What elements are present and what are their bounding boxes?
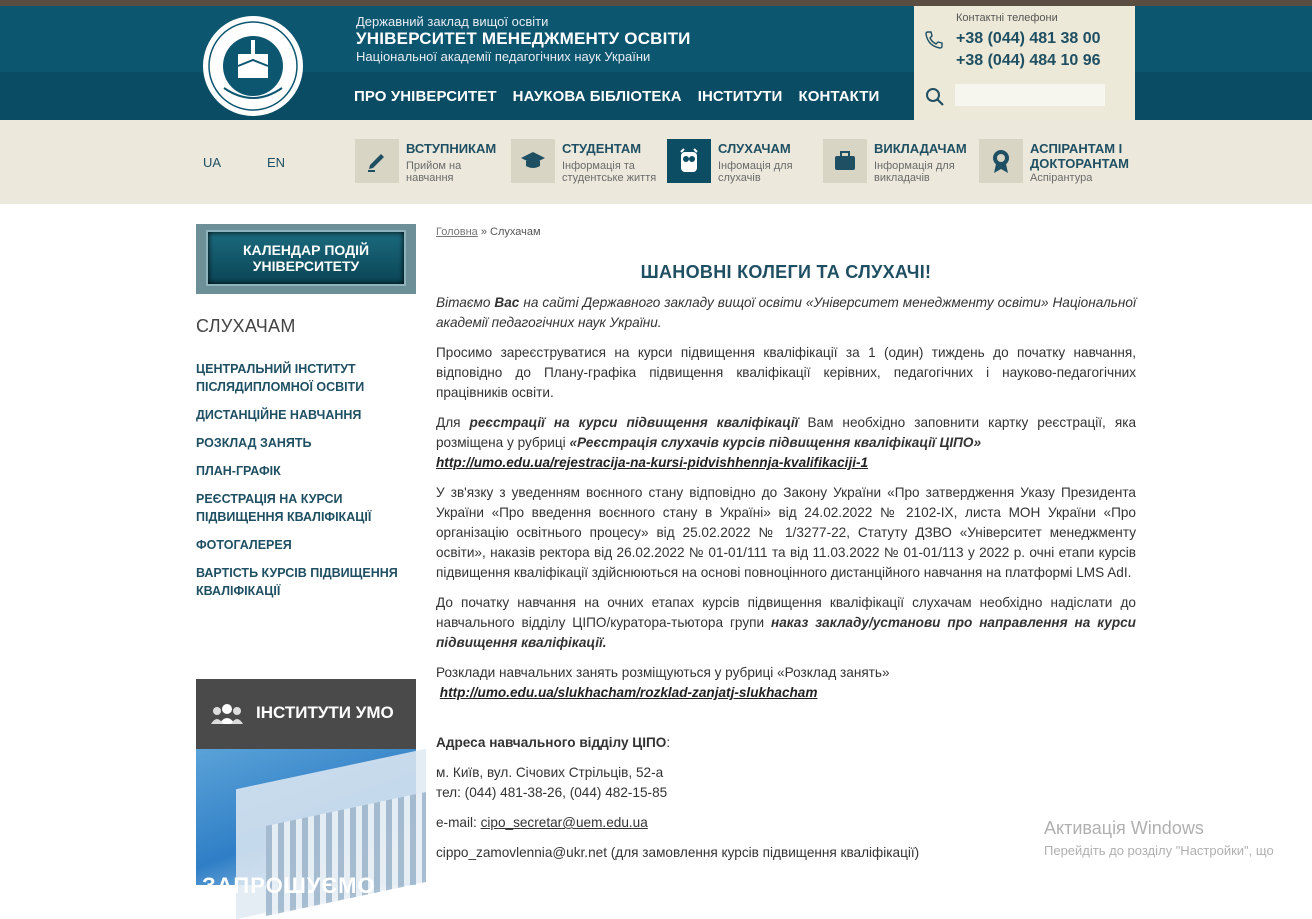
briefcase-icon <box>823 139 867 183</box>
sidebar-title: СЛУХАЧАМ <box>196 316 296 336</box>
contacts-label: Контактні телефони <box>956 12 1058 24</box>
top-nav <box>354 88 879 105</box>
sidebar-item-cipo[interactable]: ЦЕНТРАЛЬНИЙ ІНСТИТУТ ПІСЛЯДИПЛОМНОЇ ОСВІТИ <box>196 362 365 394</box>
text-bold-italic: «Реєстрація слухачів курсів підвищення кваліфікації ЦІПО» <box>569 435 982 450</box>
lang-en[interactable]: EN <box>267 155 286 170</box>
windows-activation-watermark <box>1044 818 1274 858</box>
text-bold-italic: наказ закладу/установи про направлення на курси підвищення кваліфікації. <box>436 615 1136 650</box>
address-line: м. Київ, вул. Січових Стрільців, 52-а <box>436 765 664 780</box>
address-block <box>436 763 1136 803</box>
nav-institutes[interactable]: ІНСТИТУТИ <box>697 88 783 105</box>
breadcrumb-home[interactable]: Головна <box>436 226 478 238</box>
text-span: на сайті Державного закладу вищої освіти «Університет менеджменту освіти» Національної академії педагогічних наук України. <box>436 295 1136 330</box>
graduation-cap-icon <box>511 139 555 183</box>
sidebar-item-course-cost[interactable]: ВАРТІСТЬ КУРСІВ ПІДВИЩЕННЯ КВАЛІФІКАЦІЇ <box>196 566 398 598</box>
lang-ua[interactable]: UA <box>203 155 222 170</box>
email2-line: cippo_zamovlennia@ukr.net (для замовлення курсів підвищення кваліфікації) <box>436 845 920 860</box>
audience-sub: навчання <box>406 172 454 184</box>
award-icon <box>979 139 1023 183</box>
watermark-line1: Активація Windows <box>1044 818 1204 838</box>
sidebar-item-registration[interactable]: РЕЄСТРАЦІЯ НА КУРСИ ПІДВИЩЕННЯ КВАЛІФІКАЦІЇ <box>196 492 372 524</box>
main-content <box>436 293 1136 873</box>
text-bold: Вас <box>494 295 520 310</box>
schedule-paragraph <box>436 663 1136 703</box>
header-line1: Державний заклад вищої освіти <box>356 14 549 29</box>
text-span: Для <box>436 415 470 430</box>
watermark-line2: Перейдіть до розділу "Настройки", що <box>1044 843 1274 858</box>
nav-library[interactable]: НАУКОВА БІБЛІОТЕКА <box>512 88 682 105</box>
contacts-panel <box>914 6 1135 120</box>
audience-sub: Прийом на <box>406 160 462 172</box>
register-paragraph: Просимо зареєструватися на курси підвищення кваліфікації за 1 (один) тиждень до початку навчання, відповідно до Плану-графіка підвищення кваліфікації керівних, педагогічних і науково-педагогічних працівників освіти. <box>436 345 1136 400</box>
text-span: Розклади навчальних занять розміщуються у рубриці «Розклад занять» <box>436 665 890 680</box>
audience-students[interactable] <box>511 139 661 185</box>
registration-paragraph <box>436 413 1136 473</box>
schedule-link[interactable]: http://umo.edu.ua/slukhacham/rozklad-zanjatj-slukhacham <box>439 685 818 700</box>
search-icon[interactable] <box>924 86 946 108</box>
calendar-button[interactable] <box>196 224 416 294</box>
text-bold-italic: реєстрації на курси підвищення кваліфікації <box>469 415 799 430</box>
audience-sub: Інформація для <box>874 160 955 172</box>
audience-sub: викладачів <box>874 172 930 184</box>
audience-title: СЛУХАЧАМ <box>718 141 791 156</box>
users-icon <box>210 703 244 725</box>
calendar-label-line2: УНІВЕРСИТЕТУ <box>252 258 360 274</box>
owl-icon <box>667 139 711 183</box>
registration-link[interactable]: http://umo.edu.ua/rejestracija-na-kursi-pidvishhennja-kvalifikaciji-1 <box>436 455 869 470</box>
text-span: : <box>666 735 671 750</box>
audience-sub: Інформація та <box>562 160 635 172</box>
audience-sub: студентське життя <box>562 172 657 184</box>
banner-caption: ЗАПРОШУЄМО <box>202 873 376 898</box>
breadcrumb <box>436 226 541 238</box>
text-bold: Адреса навчального відділу ЦІПО <box>436 735 667 750</box>
phone-icon <box>924 30 944 50</box>
text-span: Вітаємо <box>436 295 495 310</box>
martial-law-paragraph: У зв'язку з уведенням воєнного стану відповідно до Закону України «Про затвердження Указу Президента України «Про введення воєнного стану в Україні» від 24.02.2022 № 2102-IX, листа МОН України «Про організацію освітнього процесу» від 25.02.2022 № 1/3277-22, Статуту ДЗВО «Університет менеджменту освіти», наказів ректора від 26.02.2022 № 01-01/111 та від 11.03.2022 № 01-01/113 у 2022 р. очні етапи курсів підвищення кваліфікації здійснюються на основі повноцінного дистанційного навчання на платформі LMS AdI. <box>436 485 1136 580</box>
audience-listeners[interactable] <box>667 139 817 185</box>
page-title: ШАНОВНІ КОЛЕГИ ТА СЛУХАЧІ! <box>640 262 932 282</box>
nav-contacts[interactable]: КОНТАКТИ <box>798 88 880 105</box>
phone-number-2[interactable]: +38 (044) 484 10 96 <box>956 52 1101 69</box>
email-line <box>436 813 1136 833</box>
phone-line: тел: (044) 481-38-26, (044) 482-15-85 <box>436 785 668 800</box>
text-span: Вам необхідно заповнити картку реєстрації, яка розміщена у рубриці <box>436 415 1137 450</box>
welcome-paragraph <box>436 293 1136 333</box>
address-title <box>436 733 1136 753</box>
sidebar-menu <box>196 360 406 610</box>
header-line3: Національної академії педагогічних наук України <box>356 49 651 64</box>
email-link[interactable]: cipo_secretar@uem.edu.ua <box>480 815 648 830</box>
audience-sub: Аспірантура <box>1030 172 1093 184</box>
pen-icon <box>355 139 399 183</box>
order-paragraph <box>436 593 1136 653</box>
email-label: e-mail: <box>436 815 481 830</box>
calendar-button-face <box>206 230 406 286</box>
sidebar-item-distance-learning[interactable]: ДИСТАНЦІЙНЕ НАВЧАННЯ <box>196 408 362 422</box>
institutes-header[interactable] <box>196 679 416 749</box>
audience-title: СТУДЕНТАМ <box>562 141 642 156</box>
text-span: До початку навчання на очних етапах курсів підвищення кваліфікації слухачам необхідно надіслати до навчального відділу ЦІПО/куратора-тьютора групи <box>436 595 1136 630</box>
breadcrumb-current: Слухачам <box>490 226 541 238</box>
audience-title: ВСТУПНИКАМ <box>406 141 497 156</box>
audience-title: ВИКЛАДАЧАМ <box>874 141 967 156</box>
audience-postgraduates[interactable] <box>979 139 1129 185</box>
calendar-label-line1: КАЛЕНДАР ПОДІЙ <box>242 242 370 258</box>
audience-teachers[interactable] <box>823 139 973 185</box>
phone-number-1[interactable]: +38 (044) 481 38 00 <box>956 30 1101 47</box>
sidebar-item-schedule[interactable]: РОЗКЛАД ЗАНЯТЬ <box>196 436 312 450</box>
institutes-banner-image[interactable] <box>196 749 416 898</box>
audience-bar <box>0 120 1312 204</box>
audience-applicants[interactable] <box>355 139 505 185</box>
audience-sub: Інфомація для <box>718 160 793 172</box>
sidebar-item-gallery[interactable]: ФОТОГАЛЕРЕЯ <box>196 538 292 552</box>
audience-title: АСПІРАНТАМ І <box>1030 141 1123 156</box>
breadcrumb-separator: » <box>480 226 487 238</box>
audience-sub: слухачів <box>718 172 761 184</box>
sidebar-item-plan[interactable]: ПЛАН-ГРАФІК <box>196 464 281 478</box>
university-logo[interactable] <box>200 14 306 118</box>
institutes-label: ІНСТИТУТИ УМО <box>256 703 394 722</box>
nav-about[interactable]: ПРО УНІВЕРСИТЕТ <box>354 88 497 105</box>
audience-title-line2: ДОКТОРАНТАМ <box>1030 156 1130 171</box>
search-input[interactable] <box>955 84 1105 106</box>
header-title-block <box>356 14 691 64</box>
header-university-name[interactable]: УНІВЕРСИТЕТ МЕНЕДЖМЕНТУ ОСВІТИ <box>356 29 691 48</box>
